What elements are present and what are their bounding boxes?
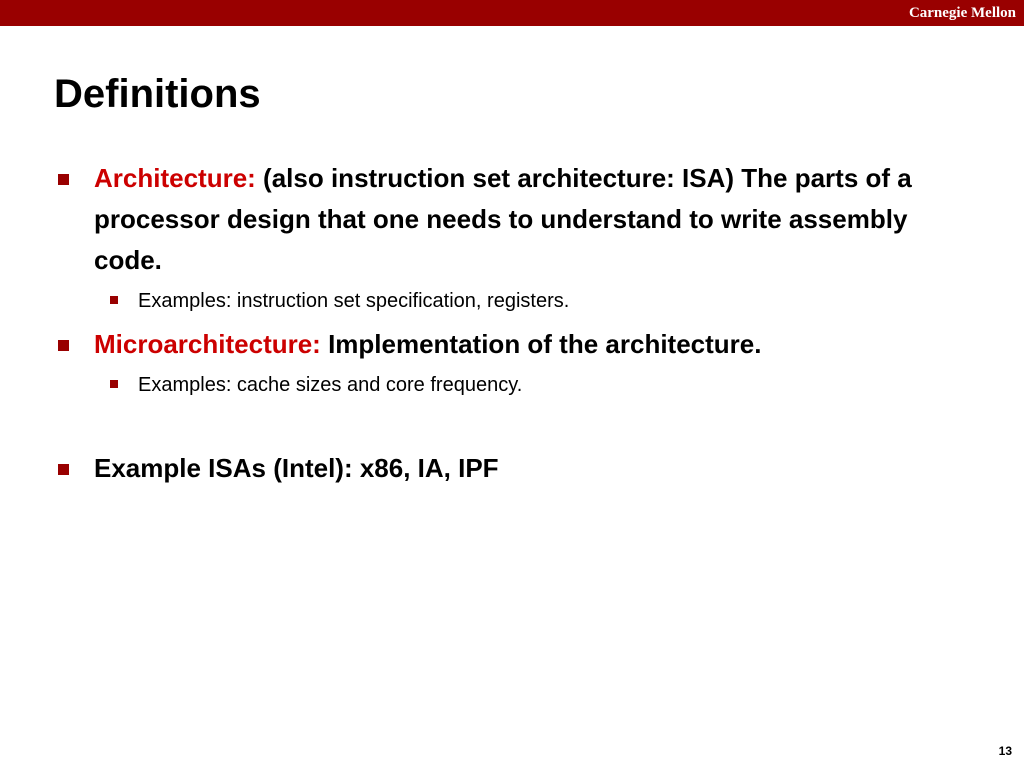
brand-label: Carnegie Mellon: [908, 5, 1016, 21]
bullet-architecture: [56, 158, 936, 318]
square-bullet-icon: [58, 174, 69, 185]
bullet-text: Example ISAs (Intel): x86, IA, IPF: [94, 453, 499, 483]
header-bar: [0, 0, 1024, 26]
bullet-term: Microarchitecture:: [94, 329, 321, 359]
sub-bullet-list: [94, 284, 936, 318]
list-spacer: [56, 408, 936, 448]
square-bullet-icon: [110, 296, 118, 304]
page-number: 13: [998, 744, 1012, 758]
sub-bullet-list: [94, 368, 936, 402]
bullet-text: Implementation of the architecture.: [320, 329, 762, 359]
square-bullet-icon: [58, 464, 69, 475]
sub-bullet-text: Examples: cache sizes and core frequency.: [138, 374, 523, 396]
square-bullet-icon: [58, 340, 69, 351]
bullet-list: [56, 158, 936, 489]
sub-bullet-text: Examples: instruction set specification, registers.: [138, 290, 570, 312]
sub-bullet-microarchitecture-examples: [94, 368, 936, 402]
bullet-example-isas: [56, 448, 936, 489]
square-bullet-icon: [110, 380, 118, 388]
bullet-term: Architecture:: [94, 163, 256, 193]
slide-title: Definitions: [54, 72, 261, 116]
sub-bullet-architecture-examples: [94, 284, 936, 318]
bullet-microarchitecture: [56, 324, 936, 402]
bullet-text: (also instruction set architecture: ISA) The parts of a processor design that one needs to understand to write assembly code.: [94, 163, 912, 275]
